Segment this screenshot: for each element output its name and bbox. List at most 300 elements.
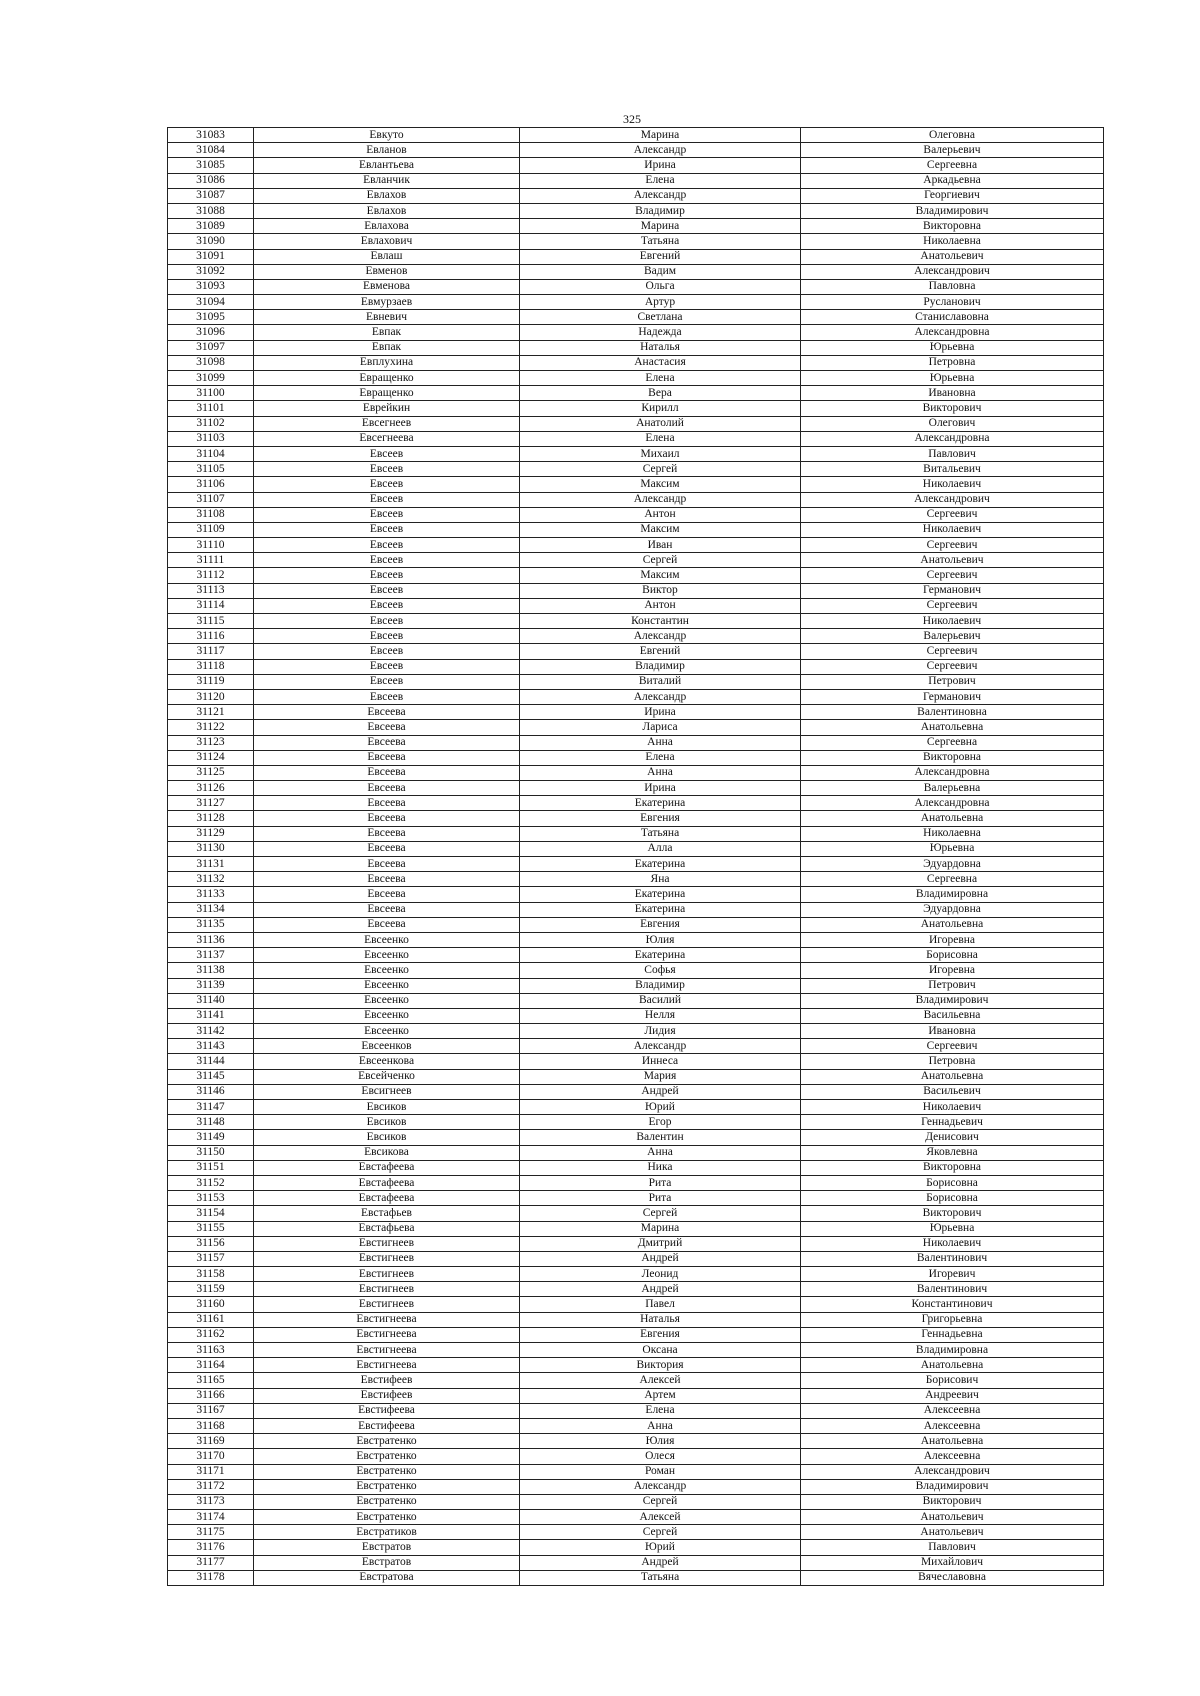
table-row bbox=[168, 1434, 1104, 1449]
table-row bbox=[168, 401, 1104, 416]
record-number-cell: 31155 bbox=[168, 1221, 254, 1236]
surname-cell: Евстафеева bbox=[254, 1160, 520, 1175]
patronymic-cell: Викторовна bbox=[801, 219, 1104, 234]
first-name-cell: Артем bbox=[520, 1388, 801, 1403]
patronymic-cell: Михайлович bbox=[801, 1555, 1104, 1570]
patronymic-cell: Николаевич bbox=[801, 1100, 1104, 1115]
patronymic-cell: Валерьевич bbox=[801, 629, 1104, 644]
record-number-cell: 31169 bbox=[168, 1434, 254, 1449]
table-row bbox=[168, 1069, 1104, 1084]
page-number: 325 bbox=[623, 112, 641, 126]
table-row bbox=[168, 325, 1104, 340]
first-name-cell: Сергей bbox=[520, 1206, 801, 1221]
first-name-cell: Андрей bbox=[520, 1251, 801, 1266]
first-name-cell: Юрий bbox=[520, 1100, 801, 1115]
first-name-cell: Елена bbox=[520, 173, 801, 188]
table-row bbox=[168, 1084, 1104, 1099]
first-name-cell: Елена bbox=[520, 431, 801, 446]
patronymic-cell: Алексеевна bbox=[801, 1403, 1104, 1418]
surname-cell: Евстратенко bbox=[254, 1464, 520, 1479]
record-number-cell: 31103 bbox=[168, 431, 254, 446]
surname-cell: Евлантьева bbox=[254, 158, 520, 173]
record-number-cell: 31090 bbox=[168, 234, 254, 249]
surname-cell: Евсеев bbox=[254, 538, 520, 553]
patronymic-cell: Сергеевич bbox=[801, 659, 1104, 674]
record-number-cell: 31166 bbox=[168, 1388, 254, 1403]
first-name-cell: Лидия bbox=[520, 1024, 801, 1039]
first-name-cell: Татьяна bbox=[520, 1570, 801, 1585]
record-number-cell: 31132 bbox=[168, 872, 254, 887]
first-name-cell: Сергей bbox=[520, 1494, 801, 1509]
table-row bbox=[168, 689, 1104, 704]
table-row bbox=[168, 948, 1104, 963]
surname-cell: Евсеев bbox=[254, 568, 520, 583]
surname-cell: Евсеев bbox=[254, 492, 520, 507]
table-row bbox=[168, 796, 1104, 811]
table-row bbox=[168, 1403, 1104, 1418]
record-number-cell: 31178 bbox=[168, 1570, 254, 1585]
table-row bbox=[168, 1251, 1104, 1266]
patronymic-cell: Алексеевна bbox=[801, 1418, 1104, 1433]
first-name-cell: Татьяна bbox=[520, 234, 801, 249]
record-number-cell: 31141 bbox=[168, 1008, 254, 1023]
patronymic-cell: Александровна bbox=[801, 796, 1104, 811]
patronymic-cell: Николаевич bbox=[801, 522, 1104, 537]
first-name-cell: Светлана bbox=[520, 310, 801, 325]
record-number-cell: 31143 bbox=[168, 1039, 254, 1054]
surname-cell: Евстигнеева bbox=[254, 1358, 520, 1373]
surname-cell: Евсикова bbox=[254, 1145, 520, 1160]
patronymic-cell: Павлович bbox=[801, 446, 1104, 461]
surname-cell: Евсеенко bbox=[254, 963, 520, 978]
record-number-cell: 31148 bbox=[168, 1115, 254, 1130]
record-number-cell: 31144 bbox=[168, 1054, 254, 1069]
table-row bbox=[168, 750, 1104, 765]
surname-cell: Евсеев bbox=[254, 644, 520, 659]
first-name-cell: Александр bbox=[520, 143, 801, 158]
surname-cell: Евстратенко bbox=[254, 1494, 520, 1509]
first-name-cell: Владимир bbox=[520, 203, 801, 218]
patronymic-cell: Олеговна bbox=[801, 128, 1104, 143]
table-row bbox=[168, 1297, 1104, 1312]
record-number-cell: 31104 bbox=[168, 446, 254, 461]
record-number-cell: 31124 bbox=[168, 750, 254, 765]
table-row bbox=[168, 1494, 1104, 1509]
patronymic-cell: Борисовна bbox=[801, 1175, 1104, 1190]
record-number-cell: 31121 bbox=[168, 705, 254, 720]
table-row bbox=[168, 1312, 1104, 1327]
first-name-cell: Владимир bbox=[520, 659, 801, 674]
record-number-cell: 31170 bbox=[168, 1449, 254, 1464]
record-number-cell: 31088 bbox=[168, 203, 254, 218]
table-row bbox=[168, 781, 1104, 796]
patronymic-cell: Александровна bbox=[801, 325, 1104, 340]
surname-cell: Евсеев bbox=[254, 689, 520, 704]
patronymic-cell: Сергеевич bbox=[801, 598, 1104, 613]
record-number-cell: 31095 bbox=[168, 310, 254, 325]
surname-cell: Евстратенко bbox=[254, 1510, 520, 1525]
table-row bbox=[168, 659, 1104, 674]
record-number-cell: 31131 bbox=[168, 857, 254, 872]
surname-cell: Евсегнеева bbox=[254, 431, 520, 446]
table-row bbox=[168, 1418, 1104, 1433]
surname-cell: Евсеев bbox=[254, 659, 520, 674]
surname-cell: Евсеева bbox=[254, 917, 520, 932]
patronymic-cell: Игоревна bbox=[801, 932, 1104, 947]
patronymic-cell: Станиславовна bbox=[801, 310, 1104, 325]
patronymic-cell: Сергеевич bbox=[801, 644, 1104, 659]
surname-cell: Евсеенко bbox=[254, 1024, 520, 1039]
patronymic-cell: Анатольевич bbox=[801, 1525, 1104, 1540]
surname-cell: Евневич bbox=[254, 310, 520, 325]
surname-cell: Евмурзаев bbox=[254, 295, 520, 310]
surname-cell: Евсеева bbox=[254, 902, 520, 917]
patronymic-cell: Анатольевна bbox=[801, 917, 1104, 932]
surname-cell: Евменова bbox=[254, 279, 520, 294]
first-name-cell: Анастасия bbox=[520, 355, 801, 370]
record-number-cell: 31177 bbox=[168, 1555, 254, 1570]
surname-cell: Евстратенко bbox=[254, 1479, 520, 1494]
first-name-cell: Софья bbox=[520, 963, 801, 978]
first-name-cell: Марина bbox=[520, 128, 801, 143]
first-name-cell: Артур bbox=[520, 295, 801, 310]
patronymic-cell: Геннадьевич bbox=[801, 1115, 1104, 1130]
surname-cell: Евстифеев bbox=[254, 1373, 520, 1388]
table-row bbox=[168, 1282, 1104, 1297]
record-number-cell: 31176 bbox=[168, 1540, 254, 1555]
table-row bbox=[168, 826, 1104, 841]
table-row bbox=[168, 173, 1104, 188]
table-row bbox=[168, 553, 1104, 568]
record-number-cell: 31162 bbox=[168, 1327, 254, 1342]
patronymic-cell: Александрович bbox=[801, 1464, 1104, 1479]
table-row bbox=[168, 279, 1104, 294]
table-row bbox=[168, 887, 1104, 902]
surname-cell: Евсеев bbox=[254, 614, 520, 629]
table-row bbox=[168, 462, 1104, 477]
surname-cell: Евстафеева bbox=[254, 1175, 520, 1190]
table-row bbox=[168, 249, 1104, 264]
surname-cell: Евстафьев bbox=[254, 1206, 520, 1221]
first-name-cell: Наталья bbox=[520, 340, 801, 355]
table-row bbox=[168, 188, 1104, 203]
first-name-cell: Максим bbox=[520, 568, 801, 583]
surname-cell: Евстафеева bbox=[254, 1191, 520, 1206]
surname-cell: Евсеенко bbox=[254, 978, 520, 993]
table-row bbox=[168, 1267, 1104, 1282]
first-name-cell: Анатолий bbox=[520, 416, 801, 431]
surname-cell: Евлахова bbox=[254, 219, 520, 234]
table-row bbox=[168, 1115, 1104, 1130]
record-number-cell: 31154 bbox=[168, 1206, 254, 1221]
first-name-cell: Антон bbox=[520, 598, 801, 613]
patronymic-cell: Георгиевич bbox=[801, 188, 1104, 203]
patronymic-cell: Валерьевич bbox=[801, 143, 1104, 158]
patronymic-cell: Владимирович bbox=[801, 993, 1104, 1008]
first-name-cell: Марина bbox=[520, 1221, 801, 1236]
record-number-cell: 31150 bbox=[168, 1145, 254, 1160]
surname-cell: Евстратенко bbox=[254, 1449, 520, 1464]
surname-cell: Евсейченко bbox=[254, 1069, 520, 1084]
first-name-cell: Мария bbox=[520, 1069, 801, 1084]
patronymic-cell: Павловна bbox=[801, 279, 1104, 294]
record-number-cell: 31152 bbox=[168, 1175, 254, 1190]
table-row bbox=[168, 158, 1104, 173]
patronymic-cell: Александрович bbox=[801, 264, 1104, 279]
table-row bbox=[168, 917, 1104, 932]
first-name-cell: Александр bbox=[520, 1039, 801, 1054]
patronymic-cell: Юрьевна bbox=[801, 841, 1104, 856]
surname-cell: Евланов bbox=[254, 143, 520, 158]
surname-cell: Евпак bbox=[254, 325, 520, 340]
first-name-cell: Оксана bbox=[520, 1343, 801, 1358]
first-name-cell: Наталья bbox=[520, 1312, 801, 1327]
patronymic-cell: Григорьевна bbox=[801, 1312, 1104, 1327]
table-row bbox=[168, 128, 1104, 143]
patronymic-cell: Александровна bbox=[801, 431, 1104, 446]
table-row bbox=[168, 857, 1104, 872]
patronymic-cell: Анатольевич bbox=[801, 1510, 1104, 1525]
surname-cell: Евсеев bbox=[254, 462, 520, 477]
first-name-cell: Татьяна bbox=[520, 826, 801, 841]
table-row bbox=[168, 872, 1104, 887]
table-row bbox=[168, 416, 1104, 431]
patronymic-cell: Николаевна bbox=[801, 826, 1104, 841]
table-row bbox=[168, 583, 1104, 598]
patronymic-cell: Германович bbox=[801, 689, 1104, 704]
first-name-cell: Андрей bbox=[520, 1282, 801, 1297]
first-name-cell: Валентин bbox=[520, 1130, 801, 1145]
surname-cell: Евсеева bbox=[254, 872, 520, 887]
surname-cell: Евстигнеев bbox=[254, 1251, 520, 1266]
first-name-cell: Елена bbox=[520, 371, 801, 386]
surname-cell: Евсигнеев bbox=[254, 1084, 520, 1099]
first-name-cell: Павел bbox=[520, 1297, 801, 1312]
record-number-cell: 31175 bbox=[168, 1525, 254, 1540]
patronymic-cell: Сергеевна bbox=[801, 735, 1104, 750]
patronymic-cell: Валентинович bbox=[801, 1251, 1104, 1266]
table-row bbox=[168, 234, 1104, 249]
record-number-cell: 31156 bbox=[168, 1236, 254, 1251]
surname-cell: Евкуто bbox=[254, 128, 520, 143]
first-name-cell: Максим bbox=[520, 477, 801, 492]
first-name-cell: Марина bbox=[520, 219, 801, 234]
surname-cell: Евсеенкова bbox=[254, 1054, 520, 1069]
record-number-cell: 31142 bbox=[168, 1024, 254, 1039]
record-number-cell: 31111 bbox=[168, 553, 254, 568]
first-name-cell: Анна bbox=[520, 1145, 801, 1160]
record-number-cell: 31129 bbox=[168, 826, 254, 841]
patronymic-cell: Эдуардовна bbox=[801, 902, 1104, 917]
patronymic-cell: Игоревна bbox=[801, 963, 1104, 978]
first-name-cell: Александр bbox=[520, 1479, 801, 1494]
table-row bbox=[168, 1525, 1104, 1540]
patronymic-cell: Сергеевич bbox=[801, 1039, 1104, 1054]
first-name-cell: Иван bbox=[520, 538, 801, 553]
table-row bbox=[168, 978, 1104, 993]
table-row bbox=[168, 1343, 1104, 1358]
surname-cell: Евстигнеева bbox=[254, 1312, 520, 1327]
patronymic-cell: Сергеевна bbox=[801, 872, 1104, 887]
first-name-cell: Алексей bbox=[520, 1510, 801, 1525]
first-name-cell: Егор bbox=[520, 1115, 801, 1130]
surname-cell: Евланчик bbox=[254, 173, 520, 188]
patronymic-cell: Владимирович bbox=[801, 203, 1104, 218]
surname-cell: Евлаш bbox=[254, 249, 520, 264]
record-number-cell: 31140 bbox=[168, 993, 254, 1008]
record-number-cell: 31122 bbox=[168, 720, 254, 735]
table-row bbox=[168, 644, 1104, 659]
table-row bbox=[168, 1449, 1104, 1464]
first-name-cell: Алла bbox=[520, 841, 801, 856]
surname-cell: Евстигнеев bbox=[254, 1297, 520, 1312]
record-number-cell: 31086 bbox=[168, 173, 254, 188]
table-row bbox=[168, 629, 1104, 644]
record-number-cell: 31108 bbox=[168, 507, 254, 522]
patronymic-cell: Николаевич bbox=[801, 1236, 1104, 1251]
record-number-cell: 31100 bbox=[168, 386, 254, 401]
surname-cell: Евстратов bbox=[254, 1555, 520, 1570]
patronymic-cell: Васильевна bbox=[801, 1008, 1104, 1023]
patronymic-cell: Петрович bbox=[801, 674, 1104, 689]
first-name-cell: Юрий bbox=[520, 1540, 801, 1555]
record-number-cell: 31173 bbox=[168, 1494, 254, 1509]
first-name-cell: Андрей bbox=[520, 1084, 801, 1099]
surname-cell: Евстафьева bbox=[254, 1221, 520, 1236]
record-number-cell: 31112 bbox=[168, 568, 254, 583]
record-number-cell: 31135 bbox=[168, 917, 254, 932]
record-number-cell: 31171 bbox=[168, 1464, 254, 1479]
registry-table bbox=[167, 127, 1104, 1586]
record-number-cell: 31091 bbox=[168, 249, 254, 264]
record-number-cell: 31109 bbox=[168, 522, 254, 537]
patronymic-cell: Борисовна bbox=[801, 948, 1104, 963]
first-name-cell: Надежда bbox=[520, 325, 801, 340]
surname-cell: Евсеева bbox=[254, 811, 520, 826]
patronymic-cell: Александрович bbox=[801, 492, 1104, 507]
surname-cell: Евсеева bbox=[254, 765, 520, 780]
patronymic-cell: Васильевич bbox=[801, 1084, 1104, 1099]
surname-cell: Евсеенко bbox=[254, 993, 520, 1008]
surname-cell: Евсеева bbox=[254, 887, 520, 902]
table-row bbox=[168, 1145, 1104, 1160]
surname-cell: Евстигнеева bbox=[254, 1327, 520, 1342]
first-name-cell: Екатерина bbox=[520, 857, 801, 872]
surname-cell: Евсеева bbox=[254, 796, 520, 811]
record-number-cell: 31114 bbox=[168, 598, 254, 613]
record-number-cell: 31139 bbox=[168, 978, 254, 993]
surname-cell: Евсеев bbox=[254, 629, 520, 644]
table-row bbox=[168, 993, 1104, 1008]
record-number-cell: 31146 bbox=[168, 1084, 254, 1099]
record-number-cell: 31128 bbox=[168, 811, 254, 826]
patronymic-cell: Александровна bbox=[801, 765, 1104, 780]
surname-cell: Евсеева bbox=[254, 826, 520, 841]
first-name-cell: Елена bbox=[520, 750, 801, 765]
table-row bbox=[168, 477, 1104, 492]
first-name-cell: Андрей bbox=[520, 1555, 801, 1570]
record-number-cell: 31096 bbox=[168, 325, 254, 340]
first-name-cell: Сергей bbox=[520, 462, 801, 477]
first-name-cell: Евгения bbox=[520, 811, 801, 826]
table-row bbox=[168, 735, 1104, 750]
table-row bbox=[168, 431, 1104, 446]
table-row bbox=[168, 1160, 1104, 1175]
surname-cell: Еврейкин bbox=[254, 401, 520, 416]
record-number-cell: 31163 bbox=[168, 1343, 254, 1358]
surname-cell: Евсеев bbox=[254, 507, 520, 522]
first-name-cell: Максим bbox=[520, 522, 801, 537]
table-row bbox=[168, 143, 1104, 158]
surname-cell: Евращенко bbox=[254, 386, 520, 401]
first-name-cell: Екатерина bbox=[520, 796, 801, 811]
record-number-cell: 31092 bbox=[168, 264, 254, 279]
patronymic-cell: Валентинович bbox=[801, 1282, 1104, 1297]
first-name-cell: Леонид bbox=[520, 1267, 801, 1282]
table-row bbox=[168, 1206, 1104, 1221]
table-row bbox=[168, 1236, 1104, 1251]
record-number-cell: 31165 bbox=[168, 1373, 254, 1388]
record-number-cell: 31123 bbox=[168, 735, 254, 750]
first-name-cell: Ника bbox=[520, 1160, 801, 1175]
record-number-cell: 31161 bbox=[168, 1312, 254, 1327]
table-row bbox=[168, 522, 1104, 537]
record-number-cell: 31137 bbox=[168, 948, 254, 963]
surname-cell: Евсеева bbox=[254, 720, 520, 735]
table-row bbox=[168, 1464, 1104, 1479]
patronymic-cell: Валентиновна bbox=[801, 705, 1104, 720]
patronymic-cell: Константинович bbox=[801, 1297, 1104, 1312]
surname-cell: Евстигнеева bbox=[254, 1343, 520, 1358]
first-name-cell: Евгений bbox=[520, 644, 801, 659]
first-name-cell: Юлия bbox=[520, 932, 801, 947]
patronymic-cell: Ивановна bbox=[801, 386, 1104, 401]
record-number-cell: 31167 bbox=[168, 1403, 254, 1418]
record-number-cell: 31147 bbox=[168, 1100, 254, 1115]
record-number-cell: 31164 bbox=[168, 1358, 254, 1373]
record-number-cell: 31115 bbox=[168, 614, 254, 629]
table-row bbox=[168, 538, 1104, 553]
table-row bbox=[168, 932, 1104, 947]
first-name-cell: Антон bbox=[520, 507, 801, 522]
patronymic-cell: Юрьевна bbox=[801, 1221, 1104, 1236]
first-name-cell: Михаил bbox=[520, 446, 801, 461]
patronymic-cell: Русланович bbox=[801, 295, 1104, 310]
table-row bbox=[168, 355, 1104, 370]
first-name-cell: Александр bbox=[520, 689, 801, 704]
record-number-cell: 31151 bbox=[168, 1160, 254, 1175]
first-name-cell: Дмитрий bbox=[520, 1236, 801, 1251]
record-number-cell: 31083 bbox=[168, 128, 254, 143]
surname-cell: Евсеев bbox=[254, 674, 520, 689]
record-number-cell: 31113 bbox=[168, 583, 254, 598]
first-name-cell: Ирина bbox=[520, 705, 801, 720]
table-row bbox=[168, 811, 1104, 826]
table-row bbox=[168, 1358, 1104, 1373]
first-name-cell: Ирина bbox=[520, 158, 801, 173]
record-number-cell: 31120 bbox=[168, 689, 254, 704]
first-name-cell: Лариса bbox=[520, 720, 801, 735]
record-number-cell: 31105 bbox=[168, 462, 254, 477]
table-row bbox=[168, 902, 1104, 917]
surname-cell: Евстифеев bbox=[254, 1388, 520, 1403]
patronymic-cell: Олегович bbox=[801, 416, 1104, 431]
patronymic-cell: Витальевич bbox=[801, 462, 1104, 477]
record-number-cell: 31172 bbox=[168, 1479, 254, 1494]
patronymic-cell: Николаевич bbox=[801, 614, 1104, 629]
surname-cell: Евстифеева bbox=[254, 1418, 520, 1433]
record-number-cell: 31157 bbox=[168, 1251, 254, 1266]
